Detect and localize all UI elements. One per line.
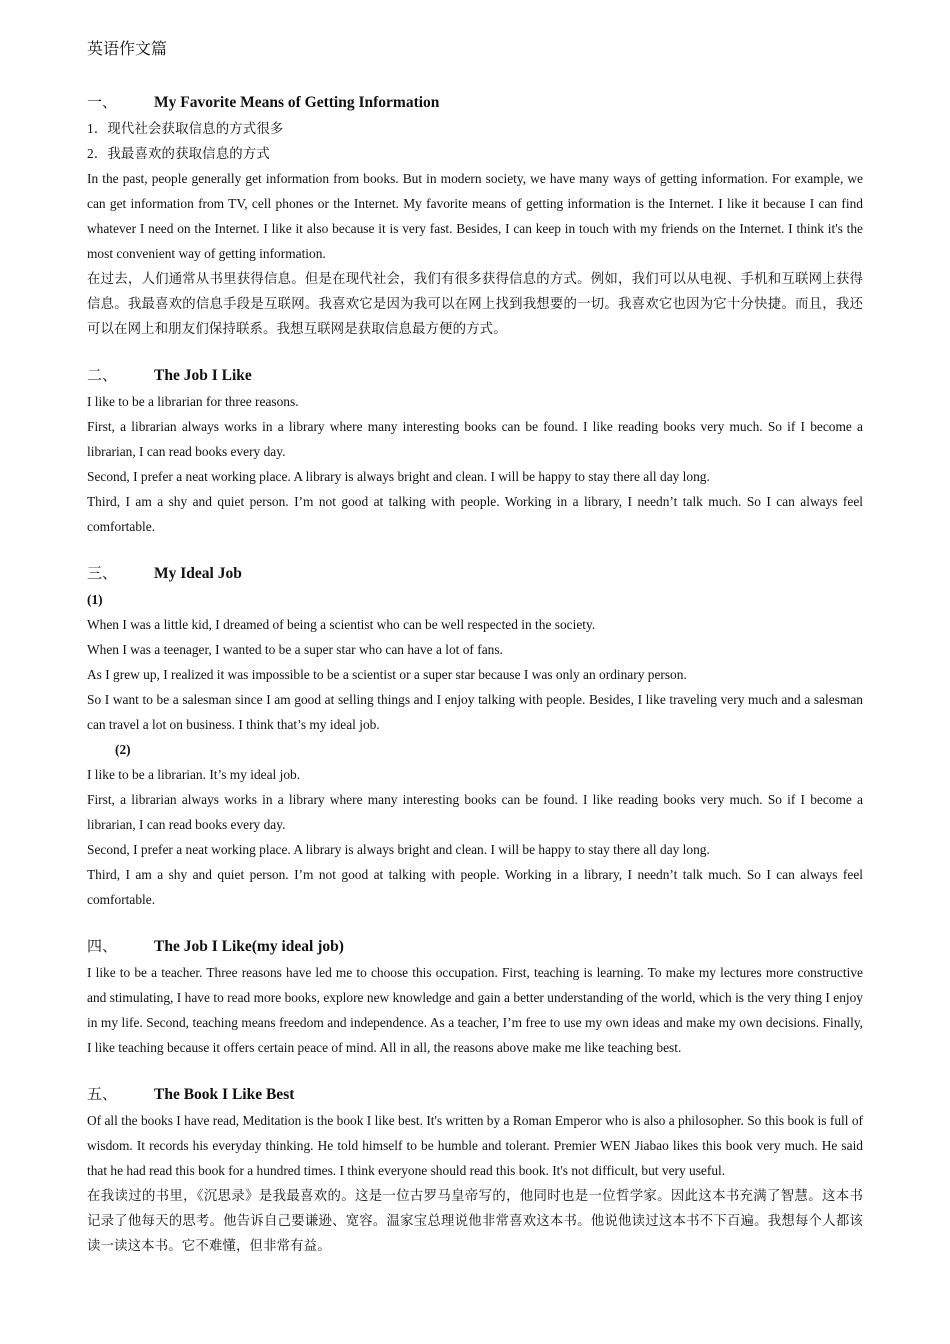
translation-paragraph: 在过去，人们通常从书里获得信息。但是在现代社会，我们有很多获得信息的方式。例如，我们可以从电视、手机和互联网上获得信息。我最喜欢的信息手段是互联网。我喜欢它是因为我可以在网上找到我想要的一切。我喜欢它也因为它十分快捷。而且，我还可以在网上和朋友们保持联系。我想互联网是获取信息最方便的方式。 bbox=[87, 271, 863, 336]
outline-point: 1．现代社会获取信息的方式很多 bbox=[87, 121, 284, 136]
section-title: The Job I Like(my ideal job) bbox=[154, 938, 344, 955]
section-heading bbox=[87, 934, 863, 960]
section-number: 二、 bbox=[87, 368, 118, 384]
part-label: (1) bbox=[87, 592, 103, 607]
essay-paragraph: Second, I prefer a neat working place. A library is always bright and clean. I will be happy to stay there all day long. bbox=[87, 842, 710, 857]
section-title: The Book I Like Best bbox=[154, 1086, 295, 1103]
section-title: The Job I Like bbox=[154, 367, 252, 384]
section-4 bbox=[87, 934, 863, 1060]
essay-paragraph: When I was a teenager, I wanted to be a super star who can have a lot of fans. bbox=[87, 642, 503, 657]
section-heading bbox=[87, 363, 863, 389]
essay-paragraph: I like to be a teacher. Three reasons have led me to choose this occupation. First, teaching is learning. To make my lectures more constructive and stimulating, I have to read more books, explore new knowledge and gain a better understanding of the world, which is the very thing I enjoy in my life. Second, teaching means freedom and independence. As a teacher, I’m free to use my own ideas and make my own decisions. Finally, I like teaching because it offers certain peace of mind. All in all, the reasons above make me like teaching best. bbox=[87, 965, 863, 1055]
section-heading bbox=[87, 90, 863, 116]
section-number: 一、 bbox=[87, 95, 118, 111]
section-heading bbox=[87, 1082, 863, 1108]
essay-paragraph: First, a librarian always works in a library where many interesting books can be found. I like reading books very much. So if I become a librarian, I can read books every day. bbox=[87, 419, 863, 459]
section-number: 五、 bbox=[87, 1087, 118, 1103]
essay-paragraph: Third, I am a shy and quiet person. I’m not good at talking with people. Working in a library, I needn’t talk much. So I can always feel comfortable. bbox=[87, 867, 863, 907]
essay-paragraph: I like to be a librarian for three reasons. bbox=[87, 394, 299, 409]
section-2 bbox=[87, 363, 863, 539]
essay-paragraph: In the past, people generally get information from books. But in modern society, we have many ways of getting information. For example, we can get information from TV, cell phones or the Internet. My favorite means of getting information is the Internet. I like it because I can find whatever I need on the Internet. I like it also because it is very fast. Besides, I can keep in touch with my friends on the Internet. I think it's the most convenient way of getting information. bbox=[87, 171, 863, 261]
section-heading bbox=[87, 561, 863, 587]
section-3 bbox=[87, 561, 863, 912]
section-title: My Favorite Means of Getting Information bbox=[154, 94, 440, 111]
essay-paragraph: I like to be a librarian. It’s my ideal job. bbox=[87, 767, 301, 782]
translation-paragraph: 在我读过的书里，《沉思录》是我最喜欢的。这是一位古罗马皇帝写的，他同时也是一位哲学家。因此这本书充满了智慧。这本书记录了他每天的思考。他告诉自己要谦逊、宽容。温家宝总理说他非常喜欢这本书。他说他读过这本书不下百遍。我想每个人都该读一读这本书。它不难懂，但非常有益。 bbox=[87, 1188, 863, 1253]
essay-paragraph: First, a librarian always works in a library where many interesting books can be found. I like reading books very much. So if I become a librarian, I can read books every day. bbox=[87, 792, 863, 832]
part-label: (2) bbox=[115, 742, 131, 757]
outline-point: 2．我最喜欢的获取信息的方式 bbox=[87, 146, 270, 161]
essay-paragraph: Third, I am a shy and quiet person. I’m not good at talking with people. Working in a library, I needn’t talk much. So I can always feel comfortable. bbox=[87, 494, 863, 534]
section-title: My Ideal Job bbox=[154, 565, 242, 582]
document-page bbox=[87, 38, 863, 1258]
document-title: 英语作文篇 bbox=[87, 41, 168, 58]
essay-paragraph: As I grew up, I realized it was impossible to be a scientist or a super star because I was only an ordinary person. bbox=[87, 667, 687, 682]
section-number: 三、 bbox=[87, 566, 118, 582]
section-1 bbox=[87, 90, 863, 341]
essay-paragraph: So I want to be a salesman since I am good at selling things and I enjoy talking with people. Besides, I like traveling very much and a salesman can travel a lot on business. I think that’s my ideal job. bbox=[87, 692, 863, 732]
essay-paragraph: Of all the books I have read, Meditation is the book I like best. It's written by a Roman Emperor who is also a philosopher. So this book is full of wisdom. It records his everyday thinking. He told himself to be humble and tolerant. Premier WEN Jiabao likes this book very much. He said that he had read this book for a hundred times. I think everyone should read this book. It's not difficult, but very useful. bbox=[87, 1113, 863, 1178]
essay-paragraph: Second, I prefer a neat working place. A library is always bright and clean. I will be happy to stay there all day long. bbox=[87, 469, 710, 484]
section-5 bbox=[87, 1082, 863, 1258]
essay-paragraph: When I was a little kid, I dreamed of being a scientist who can be well respected in the society. bbox=[87, 617, 596, 632]
section-number: 四、 bbox=[87, 939, 118, 955]
